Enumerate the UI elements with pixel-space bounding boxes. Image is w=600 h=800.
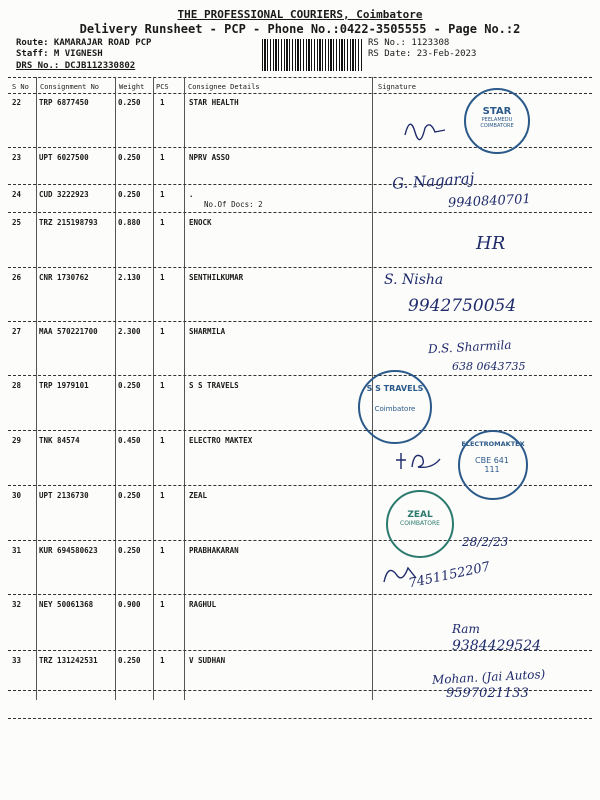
row-pcs: 1 xyxy=(160,98,165,107)
scribble-signature-31 xyxy=(380,560,420,588)
row-weight: 0.250 xyxy=(118,546,141,555)
row-sno: 23 xyxy=(12,153,22,162)
row-consignment-no: CUD 3222923 xyxy=(39,190,89,199)
row-weight: 0.250 xyxy=(118,381,141,390)
scribble-signature-22 xyxy=(400,110,450,142)
phone-32: 9384429524 xyxy=(452,638,542,654)
row-separator xyxy=(8,594,592,595)
route-label: Route: KAMARAJAR ROAD PCP xyxy=(16,38,152,48)
row-separator xyxy=(8,184,592,185)
row-consignment-no: TRP 1979101 xyxy=(39,381,89,390)
col-divider xyxy=(184,77,185,700)
stamp-text: ELECTROMAKTEX xyxy=(461,440,525,448)
row-pcs: 1 xyxy=(160,218,165,227)
signature-33: Mohan. (Jai Autos) xyxy=(431,667,546,687)
row-sno: 29 xyxy=(12,436,22,445)
row-sno: 24 xyxy=(12,190,22,199)
signature-26: S. Nisha xyxy=(384,272,444,288)
row-separator xyxy=(8,321,592,322)
table-top-rule xyxy=(8,77,592,78)
row-consignee: NPRV ASSO xyxy=(189,153,230,162)
col-header-signature: Signature xyxy=(378,83,416,91)
row-weight: 0.450 xyxy=(118,436,141,445)
row-sno: 26 xyxy=(12,273,22,282)
row-pcs: 1 xyxy=(160,190,165,199)
row-sno: 28 xyxy=(12,381,22,390)
col-header-consignment: Consignment No xyxy=(40,83,100,91)
stamp-subtext: COIMBATORE xyxy=(400,520,440,527)
row-consignment-no: TRZ 215198793 xyxy=(39,218,98,227)
row-pcs: 1 xyxy=(160,436,165,445)
row-consignment-no: UPT 6027500 xyxy=(39,153,89,162)
star-health-stamp xyxy=(464,88,530,154)
phone-27: 638 0643735 xyxy=(452,360,526,373)
col-header-consignee: Consignee Details xyxy=(188,83,260,91)
col-header-sno: S No xyxy=(12,83,29,91)
row-sno: 30 xyxy=(12,491,22,500)
row-consignment-no: KUR 694580623 xyxy=(39,546,98,555)
row-pcs: 1 xyxy=(160,491,165,500)
signature-32: Ram xyxy=(452,622,480,636)
row-consignee: PRABHAKARAN xyxy=(189,546,239,555)
row-pcs: 1 xyxy=(160,656,165,665)
rs-date: RS Date: 23-Feb-2023 xyxy=(368,49,477,59)
row-pcs: 1 xyxy=(160,546,165,555)
col-divider xyxy=(36,77,37,700)
row-separator xyxy=(8,430,592,431)
row-consignee: . xyxy=(189,190,194,199)
row-pcs: 1 xyxy=(160,273,165,282)
drs-number: DRS No.: DCJB112330802 xyxy=(16,61,136,71)
row-separator xyxy=(8,375,592,376)
zeal-stamp xyxy=(386,490,454,558)
row-consignee: SHARMILA xyxy=(189,327,226,336)
row-consignment-no: MAA 570221700 xyxy=(39,327,98,336)
stamp-subtext: Coimbatore xyxy=(374,405,416,413)
signature-23: G. Nagaraj xyxy=(391,169,475,193)
row-consignee: ZEAL xyxy=(189,491,208,500)
staff-label: Staff: M VIGNESH xyxy=(16,49,103,59)
row-weight: 0.250 xyxy=(118,153,141,162)
row-consignment-no: TRP 6877450 xyxy=(39,98,89,107)
col-divider xyxy=(115,77,116,700)
row-consignee: V SUDHAN xyxy=(189,656,226,665)
row-weight: 0.250 xyxy=(118,491,141,500)
row-weight: 2.130 xyxy=(118,273,141,282)
row-consignee: ENOCK xyxy=(189,218,212,227)
row-pcs: 1 xyxy=(160,600,165,609)
row-note: No.Of Docs: 2 xyxy=(204,200,263,209)
row-consignee: S S TRAVELS xyxy=(189,381,239,390)
row-separator xyxy=(8,267,592,268)
row-separator xyxy=(8,212,592,213)
company-title: THE PROFESSIONAL COURIERS, Coimbatore xyxy=(177,8,423,21)
row-weight: 2.300 xyxy=(118,327,141,336)
stamp-text: ZEAL xyxy=(407,510,433,520)
phone-26: 9942750054 xyxy=(408,296,517,316)
row-pcs: 1 xyxy=(160,381,165,390)
stamp-text: STAR xyxy=(482,106,512,117)
phone-24: 9940840701 xyxy=(447,191,532,212)
row-consignment-no: CNR 1730762 xyxy=(39,273,89,282)
row-consignment-no: TNK 84574 xyxy=(39,436,80,445)
row-weight: 0.250 xyxy=(118,98,141,107)
row-sno: 22 xyxy=(12,98,22,107)
row-sno: 25 xyxy=(12,218,22,227)
rs-number: RS No.: 1123308 xyxy=(368,38,450,48)
row-weight: 0.880 xyxy=(118,218,141,227)
stamp-text: S S TRAVELS xyxy=(366,384,424,393)
row-consignee: RAGHUL xyxy=(189,600,217,609)
phone-33: 9597021133 xyxy=(446,686,529,701)
row-pcs: 1 xyxy=(160,327,165,336)
table-end-rule xyxy=(8,718,592,719)
row-consignment-no: UPT 2136730 xyxy=(39,491,89,500)
row-weight: 0.900 xyxy=(118,600,141,609)
row-consignment-no: NEY 50061368 xyxy=(39,600,94,609)
row-weight: 0.250 xyxy=(118,656,141,665)
row-sno: 33 xyxy=(12,656,22,665)
col-divider xyxy=(153,77,154,700)
row-consignee: STAR HEALTH xyxy=(189,98,239,107)
row-sno: 31 xyxy=(12,546,22,555)
stamp-subtext: PEELAMEDU COIMBATORE xyxy=(480,117,514,129)
signature-25: HR xyxy=(476,233,506,254)
barcode xyxy=(262,39,362,71)
scribble-signature-29 xyxy=(392,445,452,475)
ss-travels-stamp xyxy=(358,370,432,444)
row-sno: 27 xyxy=(12,327,22,336)
row-pcs: 1 xyxy=(160,153,165,162)
row-weight: 0.250 xyxy=(118,190,141,199)
runsheet-title: Delivery Runsheet - PCP - Phone No.:0422-3505555 - Page No.:2 xyxy=(79,22,521,36)
col-header-pcs: PCS xyxy=(156,83,169,91)
electro-maktex-stamp xyxy=(458,430,528,500)
date-30: 28/2/23 xyxy=(462,535,509,549)
stamp-subtext: CBE 641 111 xyxy=(475,456,509,474)
signature-27: D.S. Sharmila xyxy=(427,337,512,357)
col-header-weight: Weight xyxy=(119,83,145,91)
row-consignee: SENTHILKUMAR xyxy=(189,273,244,282)
row-sno: 32 xyxy=(12,600,22,609)
row-consignee: ELECTRO MAKTEX xyxy=(189,436,253,445)
row-consignment-no: TRZ 131242531 xyxy=(39,656,98,665)
phone-31: 7451152207 xyxy=(407,559,492,592)
